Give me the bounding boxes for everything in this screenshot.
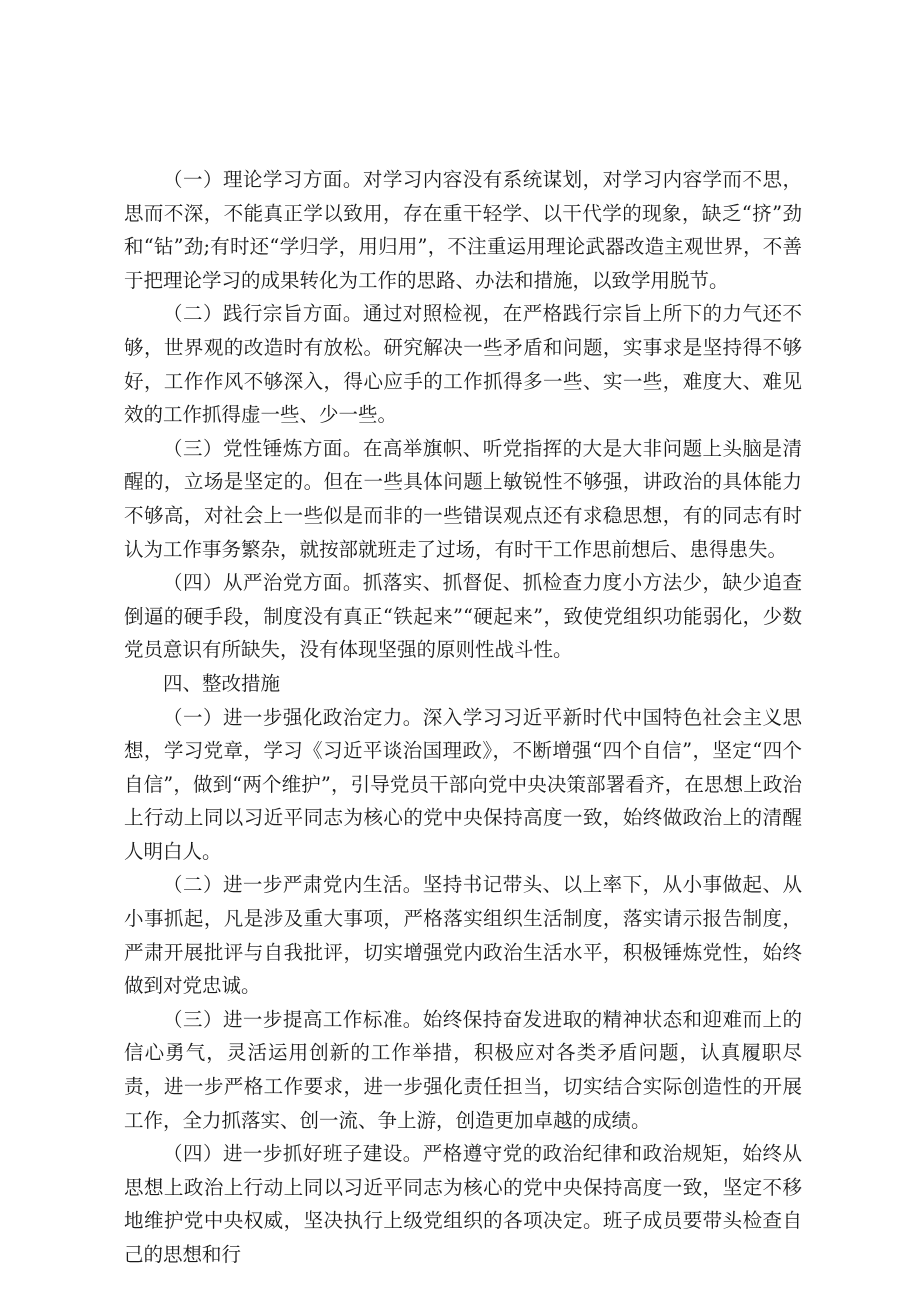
section-heading-rectification: 四、整改措施 (163, 671, 281, 695)
document-body (124, 163, 802, 1272)
paragraph-strict-governance: （四）从严治党方面。抓落实、抓督促、抓检查力度小方法少，缺少追查倒逼的硬手段，制度没有真正“铁起来”“硬起来”，致使党组织功能弱化，少数党员意识有所缺失，没有体现坚强的原则性战斗性。 (124, 571, 802, 662)
paragraph-theory-study: （一）理论学习方面。对学习内容没有系统谋划，对学习内容学而不思，思而不深，不能真正学以致用，存在重干轻学、以干代学的现象，缺乏“挤”劲和“钻”劲;有时还“学归学，用归用”，不注重运用理论武器改造主观世界，不善于把理论学习的成果转化为工作的思路、办法和措施，以致学用脱节。 (124, 168, 802, 292)
measure-team-building: （四）进一步抓好班子建设。严格遵守党的政治纪律和政治规矩，始终从思想上政治上行动上同以习近平同志为核心的党中央保持高度一致，坚定不移地维护党中央权威，坚决执行上级党组织的各项决定。班子成员要带头检查自己的思想和行 (124, 1142, 802, 1266)
paragraph-practice-purpose: （二）践行宗旨方面。通过对照检视，在严格践行宗旨上所下的力气还不够，世界观的改造时有放松。研究解决一些矛盾和问题，实事求是坚持得不够好，工作作风不够深入，得心应手的工作抓得多一些、实一些，难度大、难见效的工作抓得虚一些、少一些。 (124, 302, 802, 427)
measure-political-focus: （一）进一步强化政治定力。深入学习习近平新时代中国特色社会主义思想，学习党章，学习《习近平谈治国理政》，不断增强“四个自信”，坚定“四个自信”，做到“两个维护”，引导党员干部向党中央决策部署看齐，在思想上政治上行动上同以习近平同志为核心的党中央保持高度一致，始终做政治上的清醒人明白人。 (124, 705, 802, 863)
measure-work-standard: （三）进一步提高工作标准。始终保持奋发进取的精神状态和迎难而上的信心勇气，灵活运用创新的工作举措，积极应对各类矛盾问题，认真履职尽责，进一步严格工作要求，进一步强化责任担当，切实结合实际创造性的开展工作，全力抓落实、创一流、争上游，创造更加卓越的成绩。 (124, 1007, 802, 1132)
paragraph-party-spirit: （三）党性锤炼方面。在高举旗帜、听党指挥的大是大非问题上头脑是清醒的，立场是坚定的。但在一些具体问题上敏锐性不够强，讲政治的具体能力不够高，对社会上一些似是而非的一些错误观点还有求稳思想，有的同志有时认为工作事务繁杂，就按部就班走了过场，有时干工作思前想后、患得患失。 (124, 436, 802, 561)
measure-party-life: （二）进一步严肃党内生活。坚持书记带头、以上率下，从小事做起、从小事抓起，凡是涉及重大事项，严格落实组织生活制度，落实请示报告制度，严肃开展批评与自我批评，切实增强党内政治生活水平，积极锤炼党性，始终做到对党忠诚。 (124, 873, 802, 998)
